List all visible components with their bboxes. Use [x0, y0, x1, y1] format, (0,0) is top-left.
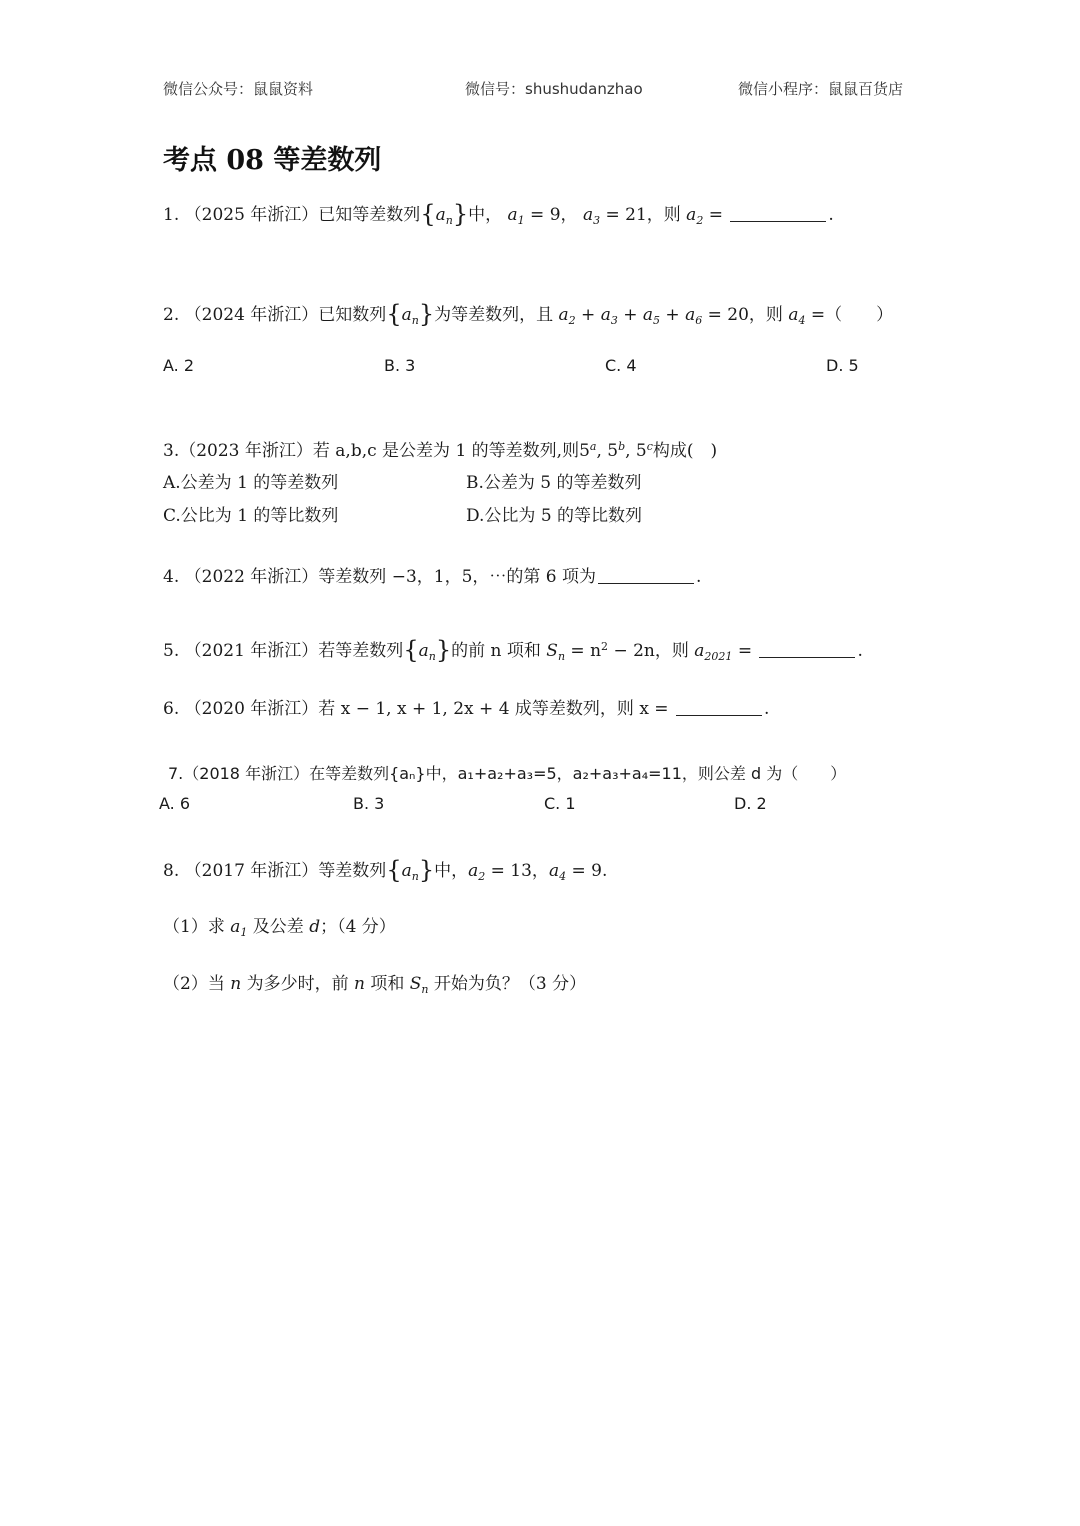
question-5: 5. （2021 年浙江）若等差数列$\{a_n\}$的前 n 项和 $S_n = n^2 - 2n$，则 $a_{2021}$ = .	[163, 636, 863, 664]
question-7: 7.（2018 年浙江）在等差数列{aₙ}中，a₁+a₂+a₃=5，a₂+a₃+a₄=11，则公差 d 为（ ）	[168, 764, 847, 783]
q7-option-c[interactable]: C. 1	[544, 794, 576, 813]
answer-blank[interactable]	[759, 641, 855, 658]
question-1: 1. （2025 年浙江）已知等差数列$\{a_n\}$中， $a_1 = 9$， $a_3 = 21$，则 $a_2$ = .	[163, 200, 834, 228]
answer-blank[interactable]	[676, 699, 762, 716]
q2-option-c[interactable]: C. 4	[605, 356, 637, 375]
answer-blank[interactable]	[598, 567, 694, 584]
q7-option-b[interactable]: B. 3	[353, 794, 385, 813]
q7-option-a[interactable]: A. 6	[159, 794, 191, 813]
question-8-part-2: （2）当 n 为多少时，前 n 项和 $S_n$ 开始为负？（3 分）	[163, 974, 587, 996]
question-6: 6. （2020 年浙江）若 x − 1, x + 1, 2x + 4 成等差数列，则 x = .	[163, 699, 770, 719]
question-8: 8. （2017 年浙江）等差数列$\{a_n\}$中，$a_2 = 13$，$a_4 = 9$.	[163, 856, 608, 884]
question-3: 3.（2023 年浙江）若 a,b,c 是公差为 1 的等差数列,则5$^a$, 5$^b$, 5$^c$构成( )	[163, 440, 718, 461]
q2-option-b[interactable]: B. 3	[384, 356, 416, 375]
q7-option-d[interactable]: D. 2	[734, 794, 767, 813]
q2-option-d[interactable]: D. 5	[826, 356, 859, 375]
q2-option-a[interactable]: A. 2	[163, 356, 195, 375]
header-right: 微信小程序：鼠鼠百货店	[738, 80, 904, 98]
question-2: 2. （2024 年浙江）已知数列$\{a_n\}$为等差数列，且 $a_2 + a_3 + a_5 + a_6 = 20$，则 $a_4$ =（ ）	[163, 300, 894, 328]
page-title: 考点 08 等差数列	[163, 145, 382, 176]
answer-blank[interactable]	[730, 205, 826, 222]
question-8-part-1: （1）求 $a_1$ 及公差 d；（4 分）	[163, 917, 396, 939]
q3-option-d[interactable]: D.公比为 5 的等比数列	[466, 506, 643, 526]
header-left: 微信公众号：鼠鼠资料	[163, 80, 314, 98]
q3-option-a[interactable]: A.公差为 1 的等差数列	[163, 473, 339, 493]
q3-option-c[interactable]: C.公比为 1 的等比数列	[163, 506, 339, 526]
question-4: 4. （2022 年浙江）等差数列 −3，1，5，⋯的第 6 项为 .	[163, 567, 702, 587]
q3-option-b[interactable]: B.公差为 5 的等差数列	[466, 473, 642, 493]
header-center: 微信号：shushudanzhao	[465, 80, 643, 98]
